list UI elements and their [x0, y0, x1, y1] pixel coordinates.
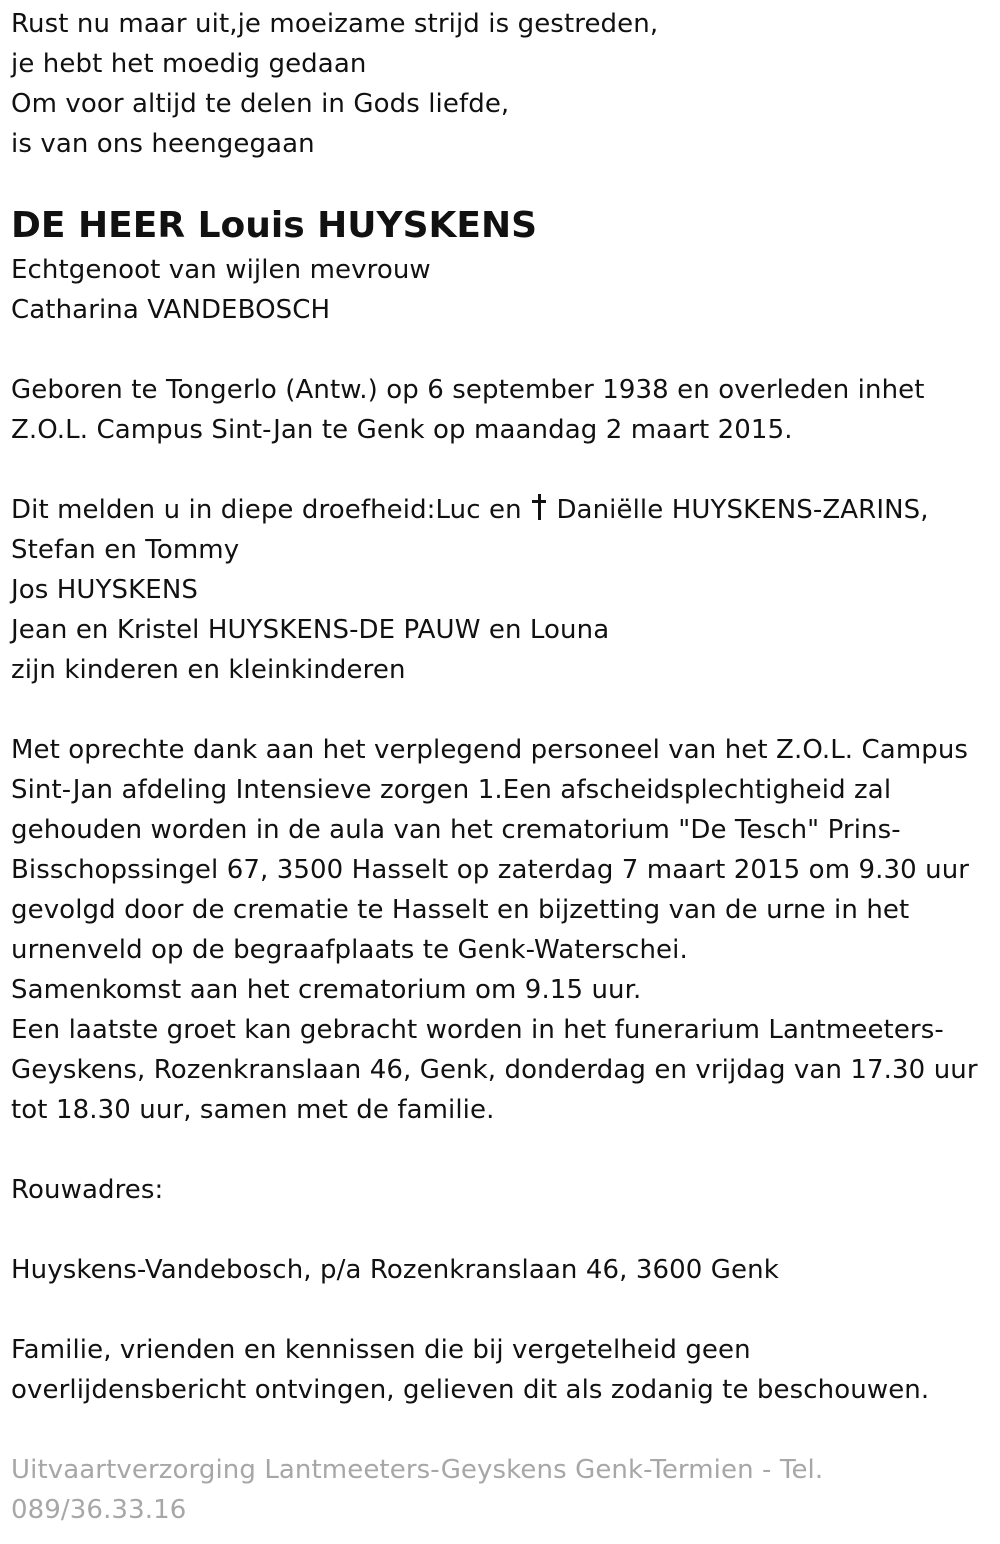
poem-line: Om voor altijd te delen in Gods liefde,: [11, 89, 510, 119]
spacer: [11, 1410, 991, 1450]
poem: [11, 4, 991, 164]
poem-line: je hebt het moedig gedaan: [11, 49, 367, 79]
spacer: [11, 1130, 991, 1170]
ceremony-line: gehouden worden in de aula van het crematorium "De Tesch" Prins-: [11, 815, 901, 845]
birth-death-line: Geboren te Tongerlo (Antw.) op 6 september 1938 en overleden inhet: [11, 375, 925, 405]
ceremony-line: Geyskens, Rozenkranslaan 46, Genk, donderdag en vrijdag van 17.30 uur: [11, 1055, 978, 1085]
notice-line: overlijdensbericht ontvingen, gelieven dit als zodanig te beschouwen.: [11, 1375, 930, 1405]
ceremony-line: Bisschopssingel 67, 3500 Hasselt op zaterdag 7 maart 2015 om 9.30 uur: [11, 855, 970, 885]
family-announcement: [11, 490, 991, 690]
family-line: Stefan en Tommy: [11, 535, 240, 565]
ceremony-line: Met oprechte dank aan het verplegend personeel van het Z.O.L. Campus: [11, 735, 969, 765]
funeral-home-footer: [11, 1450, 991, 1530]
ceremony-details: [11, 730, 991, 1130]
spacer: [11, 330, 991, 370]
family-line: Jean en Kristel HUYSKENS-DE PAUW en Louna: [11, 615, 610, 645]
spacer: [11, 1210, 991, 1250]
footer-phone: 089/36.33.16: [11, 1495, 187, 1525]
footer-line: Uitvaartverzorging Lantmeeters-Geyskens Genk-Termien - Tel.: [11, 1455, 824, 1485]
address-label: Rouwadres:: [11, 1175, 164, 1205]
cross-icon: [532, 494, 546, 522]
deceased-name-title: DE HEER Louis HUYSKENS: [11, 205, 538, 246]
family-line: Jos HUYSKENS: [11, 575, 198, 605]
birth-death-line: Z.O.L. Campus Sint-Jan te Genk op maandag 2 maart 2015.: [11, 415, 793, 445]
family-line: zijn kinderen en kleinkinderen: [11, 655, 406, 685]
ceremony-line: Een laatste groet kan gebracht worden in het funerarium Lantmeeters-: [11, 1015, 944, 1045]
spacer: [11, 690, 991, 730]
ceremony-line: Sint-Jan afdeling Intensieve zorgen 1.Een afscheidsplechtigheid zal: [11, 775, 892, 805]
notice-line: Familie, vrienden en kennissen die bij vergetelheid geen: [11, 1335, 751, 1365]
ceremony-line: urnenveld op de begraafplaats te Genk-Waterschei.: [11, 935, 688, 965]
spacer: [11, 1290, 991, 1330]
notice: [11, 1330, 991, 1410]
address-value: Huyskens-Vandebosch, p/a Rozenkranslaan 46, 3600 Genk: [11, 1255, 779, 1285]
spouse-name: Catharina VANDEBOSCH: [11, 295, 331, 325]
poem-line: is van ons heengegaan: [11, 129, 315, 159]
spouse-line: Echtgenoot van wijlen mevrouw: [11, 255, 431, 285]
spacer: [11, 450, 991, 490]
family-line-with-cross: [11, 490, 991, 530]
poem-line: Rust nu maar uit,je moeizame strijd is gestreden,: [11, 9, 659, 39]
ceremony-line: tot 18.30 uur, samen met de familie.: [11, 1095, 495, 1125]
obituary-document: [11, 4, 991, 1530]
ceremony-line: Samenkomst aan het crematorium om 9.15 uur.: [11, 975, 642, 1005]
birth-death-info: [11, 370, 991, 450]
family-deceased-member-text: Daniëlle HUYSKENS-ZARINS,: [556, 495, 929, 525]
ceremony-line: gevolgd door de crematie te Hasselt en bijzetting van de urne in het: [11, 895, 910, 925]
family-intro-text: Dit melden u in diepe droefheid:Luc en: [11, 495, 522, 525]
